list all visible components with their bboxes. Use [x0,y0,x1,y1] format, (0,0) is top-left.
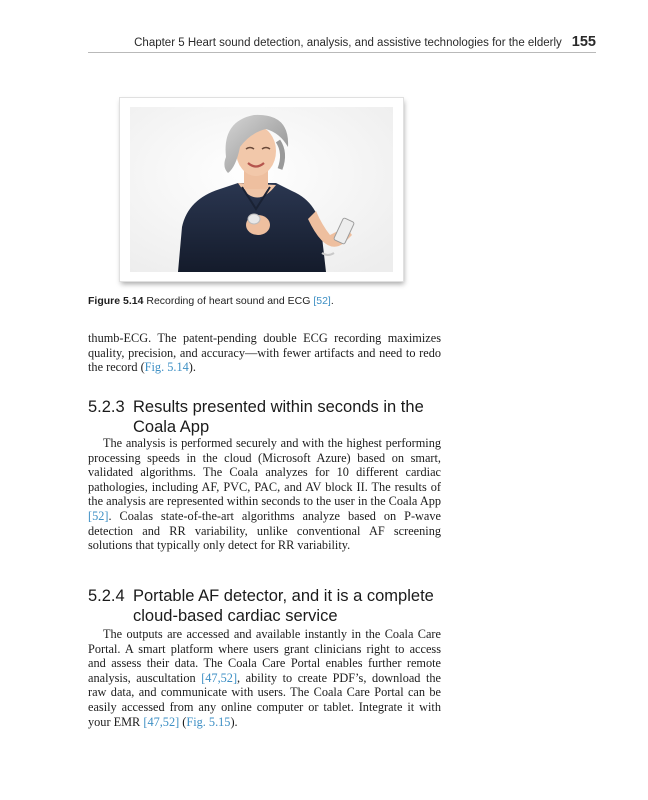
caption-text: Recording of heart sound and ECG [146,295,311,307]
header-rule [88,52,596,53]
caption-ref[interactable]: [52] [313,295,331,307]
running-head [88,34,596,50]
section-title-line2: Coala App [133,418,210,436]
section-heading-5-2-3 [88,397,468,437]
section-number: 5.2.4 [88,587,125,605]
fig-ref-5-15[interactable]: Fig. 5.15 [186,714,231,729]
running-title: Chapter 5 Heart sound detection, analysis, and assistive technologies for the elderly [134,37,562,49]
figure-5-14 [120,98,403,281]
figure-label: Figure 5.14 [88,295,144,307]
fig-ref-5-14[interactable]: Fig. 5.14 [144,360,189,375]
section-5-2-3-paragraph: The analysis is performed securely and with the highest performing processing speeds in the cloud (Microsoft Azure) based on smart, validated algorithms. The Coala analyzes for 10 different cardiac pathologies, including AF, PVC, PAC, and AV block II. The results of the analysis are represented within seconds to the user in the Coala App [52]. Coalas state-of-the-art algorithms analyze based on P-wave detection and RR variability, unlike conventional AF screening solutions that typically only detect for RR variability. [88,436,441,553]
figure-photo [130,107,393,272]
section-5-2-4-paragraph: The outputs are accessed and available instantly in the Coala Care Portal. A smart platform where users grant clinicians right to access and assess their data. The Coala Care Portal enables further remote analysis, auscultation [47,52], ability to create PDF’s, download the raw data, and communicate with users. The Coala Care Portal can be easily accessed from any online computer or tablet. Integrate it with your EMR [47,52] (Fig. 5.15). [88,627,442,729]
ref-47-52-b[interactable]: [47,52] [143,714,180,729]
intro-paragraph: thumb-ECG. The patent-pending double ECG recording maximizes quality, precision, and accuracy—with fewer artifacts and need to redo the record (Fig. 5.14). [88,331,441,375]
ref-47-52-a[interactable]: [47,52] [201,670,238,685]
section-title-line1: Portable AF detector, and it is a complete [133,587,434,605]
section-heading-5-2-4 [88,586,468,626]
ref-52[interactable]: [52] [88,508,109,523]
page-number: 155 [571,34,596,50]
section-title-line1: Results presented within seconds in the [133,398,424,416]
figure-caption: Figure 5.14 Recording of heart sound and ECG [52]. [88,295,334,307]
section-title-line2: cloud-based cardiac service [133,607,338,625]
section-number: 5.2.3 [88,398,125,416]
